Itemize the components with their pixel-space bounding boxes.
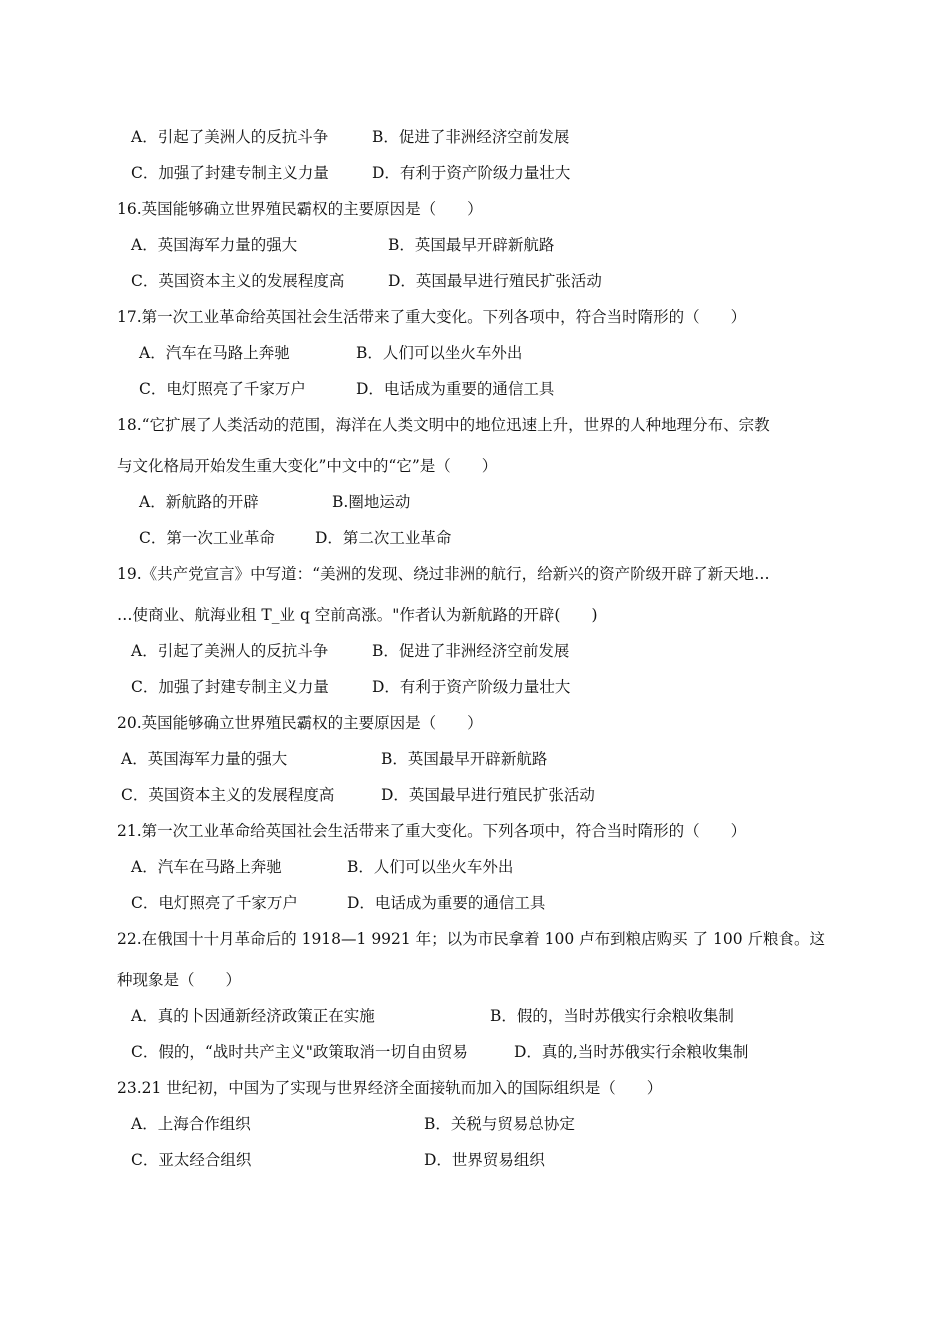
q18-option-a: A．新航路的开辟 — [139, 493, 259, 511]
q19-option-b: B．促进了非洲经济空前发展 — [372, 642, 570, 660]
q17-option-b: B．人们可以坐火车外出 — [356, 344, 523, 362]
q15-option-b: B．促进了非洲经济空前发展 — [372, 128, 570, 146]
q16-option-a: A．英国海军力量的强大 — [131, 236, 298, 254]
q17-stem: 17.第一次工业革命给英国社会生活带来了重大变化。下列各项中，符合当时隋形的（ ） — [117, 308, 747, 326]
q22-stem-line-1: 22.在俄国十十月革命后的 1918—1 9921 年；以为市民拿着 100 卢布到粮店购买 了 100 斤粮食。这 — [117, 930, 825, 948]
q17-option-a: A．汽车在马路上奔驰 — [139, 344, 290, 362]
q21-option-a: A．汽车在马路上奔驰 — [131, 858, 282, 876]
q18-stem-line-1: 18.“它扩展了人类活动的范围，海洋在人类文明中的地位迅速上升，世界的人种地理分布、宗教 — [117, 416, 770, 434]
q23-option-a: A．上海合作组织 — [131, 1115, 251, 1133]
q23-stem: 23.21 世纪初，中国为了实现与世界经济全面接轨而加入的国际组织是（ ） — [117, 1079, 663, 1097]
q23-option-c: C．亚太经合组织 — [131, 1151, 252, 1169]
q20-option-c: C．英国资本主义的发展程度高 — [121, 786, 335, 804]
q18-option-d: D．第二次工业革命 — [315, 529, 452, 547]
q18-option-b: B.圈地运动 — [332, 493, 411, 511]
q22-stem-line-2: 种现象是（ ） — [117, 971, 242, 989]
q20-stem: 20.英国能够确立世界殖民霸权的主要原因是（ ） — [117, 714, 483, 732]
q23-option-b: B．关税与贸易总协定 — [424, 1115, 575, 1133]
q17-option-c: C．电灯照亮了千家万户 — [139, 380, 306, 398]
q15-option-d: D．有利于资产阶级力量壮大 — [372, 164, 571, 182]
q16-stem: 16.英国能够确立世界殖民霸权的主要原因是（ ） — [117, 200, 483, 218]
q22-option-d: D．真的,当时苏俄实行余粮收集制 — [514, 1043, 749, 1061]
q18-option-c: C．第一次工业革命 — [139, 529, 275, 547]
q20-option-d: D．英国最早进行殖民扩张活动 — [381, 786, 595, 804]
q17-option-d: D．电话成为重要的通信工具 — [356, 380, 555, 398]
q21-option-b: B．人们可以坐火车外出 — [347, 858, 514, 876]
q22-option-c: C．假的，“战时共产主义"政策取消一切自由贸易 — [131, 1043, 468, 1061]
q21-option-c: C．电灯照亮了千家万户 — [131, 894, 298, 912]
q16-option-b: B．英国最早开辟新航路 — [388, 236, 555, 254]
q15-option-a: A．引起了美洲人的反抗斗争 — [131, 128, 329, 146]
q19-option-a: A．引起了美洲人的反抗斗争 — [131, 642, 329, 660]
q20-option-b: B．英国最早开辟新航路 — [381, 750, 548, 768]
q22-option-b: B．假的，当时苏俄实行余粮收集制 — [490, 1007, 734, 1025]
q18-stem-line-2: 与文化格局开始发生重大变化”中文中的“它”是（ ） — [117, 457, 498, 475]
q21-option-d: D．电话成为重要的通信工具 — [347, 894, 546, 912]
q15-option-c: C．加强了封建专制主义力量 — [131, 164, 329, 182]
q22-option-a: A．真的卜因通新经济政策正在实施 — [131, 1007, 375, 1025]
q16-option-c: C．英国资本主义的发展程度高 — [131, 272, 345, 290]
q19-stem-line-2: …使商业、航海业租 T_业 q 空前高涨。"作者认为新航路的开辟( ) — [117, 606, 598, 624]
q20-option-a: A．英国海军力量的强大 — [121, 750, 288, 768]
q16-option-d: D．英国最早进行殖民扩张活动 — [388, 272, 602, 290]
q23-option-d: D．世界贸易组织 — [424, 1151, 545, 1169]
q19-option-d: D．有利于资产阶级力量壮大 — [372, 678, 571, 696]
q21-stem: 21.第一次工业革命给英国社会生活带来了重大变化。下列各项中，符合当时隋形的（ ） — [117, 822, 747, 840]
q19-option-c: C．加强了封建专制主义力量 — [131, 678, 329, 696]
q19-stem-line-1: 19.《共产党宣言》中写道：“美洲的发现、绕过非洲的航行，给新兴的资产阶级开辟了新天地… — [117, 565, 770, 583]
